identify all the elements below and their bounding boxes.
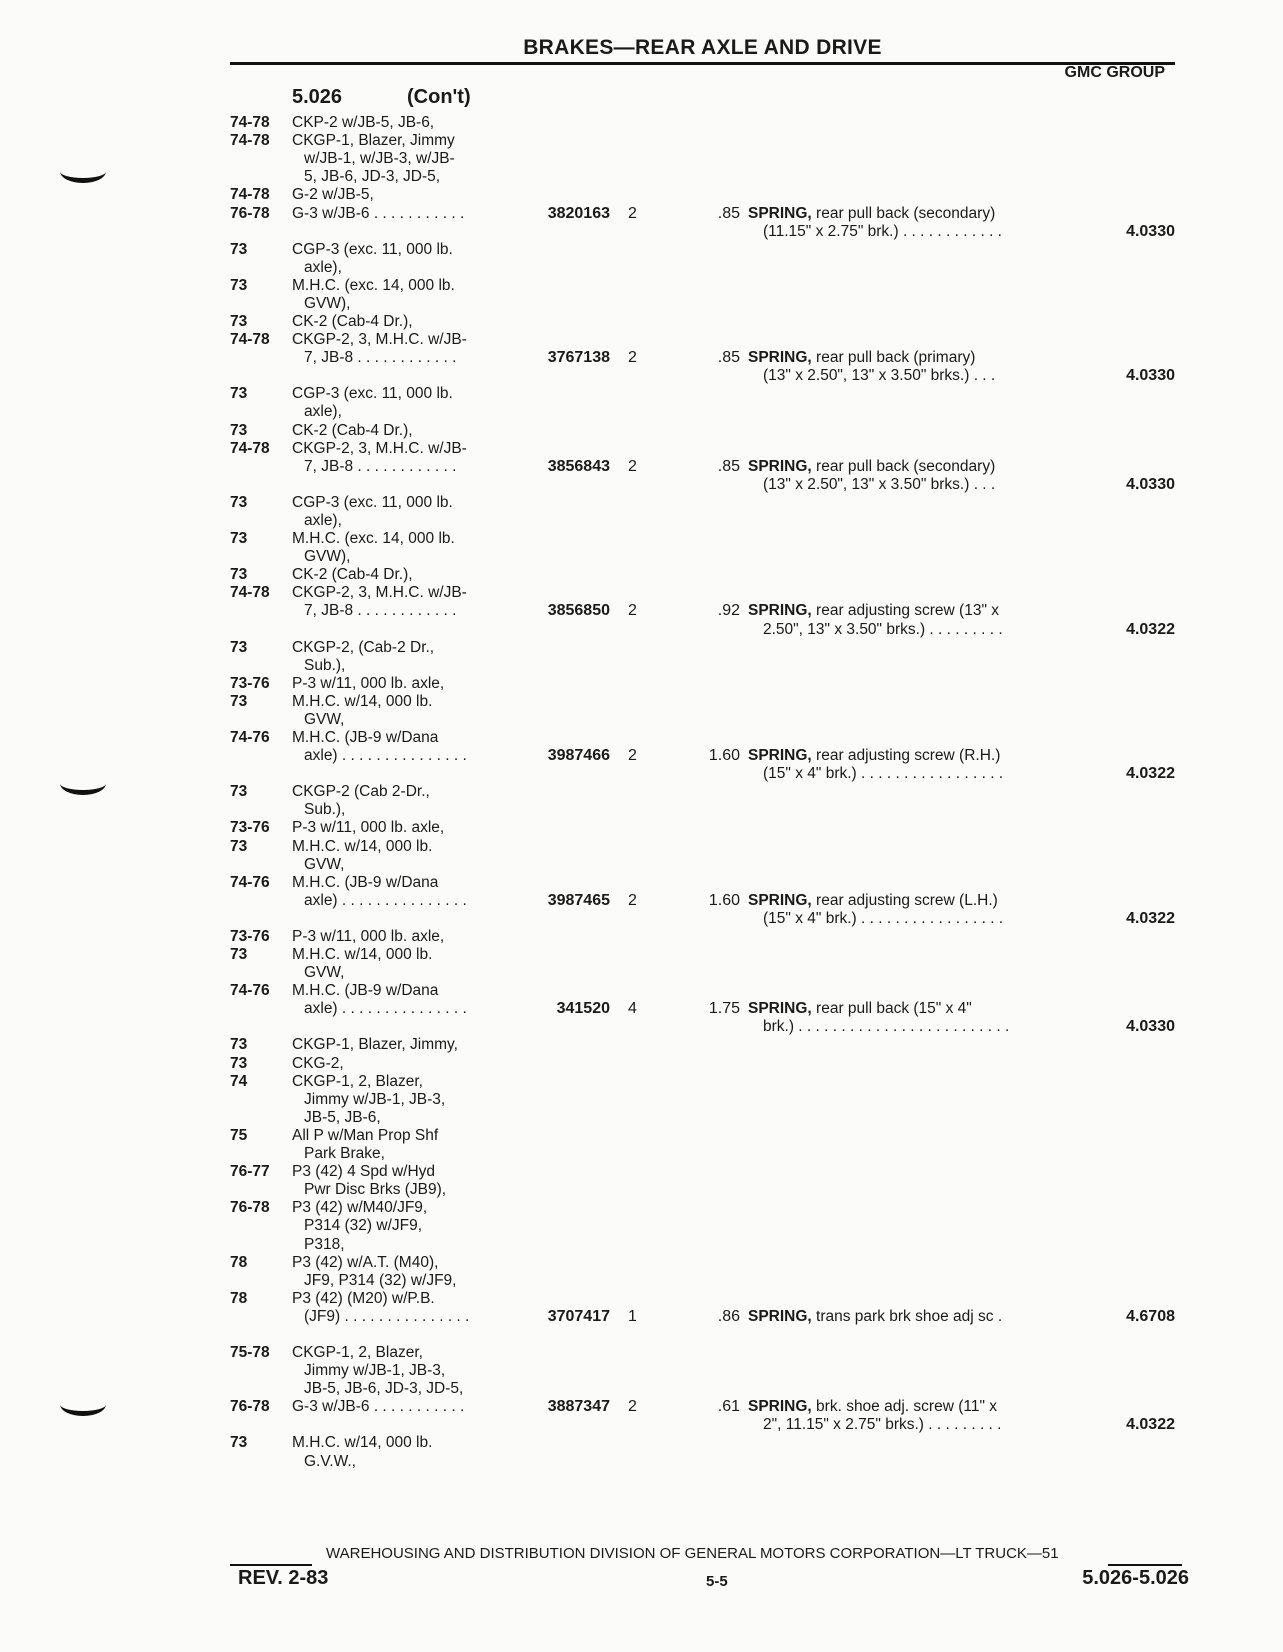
revision-label: REV. 2-83 [238,1567,329,1589]
application-years: 73 [230,276,248,294]
part-description-line2: (13" x 2.50", 13" x 3.50" brks.) . . . [763,475,996,493]
application-model: GVW), [304,294,351,312]
quantity: 2 [628,747,637,765]
application-model: CK-2 (Cab-4 Dr.), [292,313,413,330]
application-model: GVW, [304,855,345,873]
application-years: 73 [230,421,248,439]
application-model: axle), [304,258,342,276]
application-model: P318, [304,1235,345,1253]
application-model: GVW), [304,548,351,566]
part-description-text: rear pull back (secondary) [816,204,996,222]
application-model: JB-5, JB-6, JD-3, JD-5, [304,1380,464,1398]
binder-hole-mark [60,160,106,183]
footer-rule-right [1108,1564,1182,1566]
application-model: Sub.), [304,801,346,819]
application-years: 74-76 [230,982,270,1000]
application-model: JB-5, JB-6, [304,1108,381,1126]
part-description-text: rear adjusting screw (L.H.) [816,891,998,909]
application-years: 73 [230,946,248,963]
part-number: 3707417 [547,1307,610,1325]
quantity: 2 [628,891,637,909]
quantity: 2 [628,1398,637,1416]
group-number: 4.6708 [1126,1307,1175,1325]
part-name: SPRING, [748,1398,812,1416]
application-model: M.H.C. (JB-9 w/Dana [292,873,439,891]
part-description [748,892,998,910]
part-name: SPRING, [748,204,812,222]
application-years: 74-78 [230,114,270,131]
application-years: 74-76 [230,729,270,746]
application-years: 73 [230,837,248,855]
application-model: (JF9) . . . . . . . . . . . . . . . [304,1307,470,1325]
quantity: 2 [628,457,637,475]
application-model: P3 (42) w/A.T. (M40), [292,1253,439,1271]
application-model: GVW, [304,964,345,982]
application-model: CK-2 (Cab-4 Dr.), [292,421,413,439]
quantity: 1 [628,1307,637,1325]
page-title: BRAKES—REAR AXLE AND DRIVE [523,36,882,59]
section-range: 5.026-5.026 [1082,1567,1189,1589]
application-model: CGP-3 (exc. 11, 000 lb. [292,385,453,403]
application-years: 74-76 [230,873,270,891]
application-model: 7, JB-8 . . . . . . . . . . . . [304,457,457,475]
application-model: 7, JB-8 . . . . . . . . . . . . [304,349,457,367]
binder-hole-mark [60,1393,106,1416]
application-model: Jimmy w/JB-1, JB-3, [304,1090,446,1108]
unit-price: .85 [717,204,740,222]
application-model: w/JB-1, w/JB-3, w/JB- [304,150,455,168]
part-number: 3767138 [547,349,610,367]
part-name: SPRING, [748,457,812,475]
application-model: Sub.), [304,656,346,674]
unit-price: .86 [717,1307,740,1325]
application-model: Pwr Disc Brks (JB9), [304,1181,447,1199]
application-years: 73 [230,530,248,547]
part-description [748,205,995,223]
part-description-text: rear pull back (secondary) [816,457,996,475]
part-description-text: rear adjusting screw (13" x [816,602,1000,620]
group-label: GMC GROUP [1064,64,1165,81]
unit-price: .85 [717,349,740,367]
part-description-text: rear pull back (primary) [816,349,976,367]
application-years: 73 [230,638,248,656]
part-number: 3987466 [547,747,610,765]
application-years: 73 [230,240,248,258]
part-number: 3820163 [547,204,610,222]
application-years: 73 [230,493,248,511]
application-years: 76-78 [230,1398,270,1416]
application-model: P-3 w/11, 000 lb. axle, [292,927,445,945]
footer-rule-left [230,1564,312,1566]
application-model: 5, JB-6, JD-3, JD-5, [304,168,441,186]
part-number: 341520 [556,1000,610,1018]
group-number: 4.0322 [1126,620,1175,638]
part-name: SPRING, [748,747,812,765]
group-number: 4.0330 [1126,367,1175,385]
application-model: M.H.C. (exc. 14, 000 lb. [292,530,455,547]
application-model: CGP-3 (exc. 11, 000 lb. [292,240,453,258]
quantity: 2 [628,204,637,222]
group-number: 4.0322 [1126,909,1175,927]
part-name: SPRING, [748,349,812,367]
part-description [748,1398,997,1416]
application-model: axle), [304,511,342,529]
application-model: M.H.C. (JB-9 w/Dana [292,982,439,1000]
part-number: 3856850 [547,602,610,620]
unit-price: .61 [717,1398,740,1416]
part-number: 3887347 [547,1398,610,1416]
application-years: 76-78 [230,1199,270,1217]
application-model: G-3 w/JB-6 . . . . . . . . . . . [292,204,465,222]
application-model: M.H.C. w/14, 000 lb. [292,946,433,963]
part-description-line2: 2.50", 13" x 3.50" brks.) . . . . . . . . . [763,620,1003,638]
part-description-text: rear adjusting screw (R.H.) [816,747,1001,765]
application-model: axle) . . . . . . . . . . . . . . . [304,1000,467,1018]
part-name: SPRING, [748,602,812,620]
application-model: CKGP-1, 2, Blazer, [292,1344,423,1361]
part-description [748,747,1000,765]
application-model: Jimmy w/JB-1, JB-3, [304,1362,446,1380]
application-years: 73 [230,566,248,584]
application-model: P3 (42) w/M40/JF9, [292,1199,428,1217]
application-model: P3 (42) (M20) w/P.B. [292,1289,435,1307]
application-model: M.H.C. w/14, 000 lb. [292,692,433,710]
part-description-line2: (11.15" x 2.75" brk.) . . . . . . . . . . . . [763,222,1002,240]
unit-price: .85 [717,457,740,475]
application-model: CKP-2 w/JB-5, JB-6, [292,114,435,131]
application-model: All P w/Man Prop Shf [292,1126,439,1144]
application-years: 76-78 [230,204,270,222]
application-years: 73 [230,1036,248,1054]
application-years: 76-77 [230,1163,270,1181]
application-years: 74-78 [230,439,270,457]
part-description [748,458,995,476]
quantity: 2 [628,602,637,620]
part-description-line2: 2", 11.15" x 2.75" brks.) . . . . . . . . . [763,1416,1002,1434]
application-years: 73 [230,783,248,801]
part-number: 3856843 [547,457,610,475]
quantity: 2 [628,349,637,367]
part-description [748,1308,1002,1326]
application-years: 74-78 [230,132,270,150]
part-description-text: trans park brk shoe adj sc . [816,1307,1003,1325]
part-description-text: rear pull back (15" x 4" [816,1000,972,1018]
group-number: 4.0330 [1126,222,1175,240]
part-description-line2: (13" x 2.50", 13" x 3.50" brks.) . . . [763,367,996,385]
application-model: P-3 w/11, 000 lb. axle, [292,674,445,692]
application-years: 75 [230,1126,248,1144]
binder-hole-mark [60,772,106,795]
header-rule [230,62,1175,65]
application-model: axle) . . . . . . . . . . . . . . . [304,747,467,765]
part-description-line2: (15" x 4" brk.) . . . . . . . . . . . . . . . . . [763,765,1004,783]
application-model: CKG-2, [292,1054,344,1072]
application-years: 73-76 [230,674,270,692]
group-number: 4.0330 [1126,475,1175,493]
application-years: 73 [230,313,248,330]
quantity: 4 [628,1000,637,1018]
application-years: 75-78 [230,1344,270,1361]
application-model: CKGP-1, Blazer, Jimmy [292,132,455,150]
part-description-line2: (15" x 4" brk.) . . . . . . . . . . . . . . . . . [763,909,1004,927]
section-continued: (Con't) [407,86,471,108]
application-model: M.H.C. w/14, 000 lb. [292,837,433,855]
application-model: G.V.W., [304,1452,356,1470]
unit-price: 1.75 [708,1000,740,1018]
application-years: 78 [230,1253,248,1271]
application-model: Park Brake, [304,1145,385,1162]
application-years: 74-78 [230,186,270,204]
section-number: 5.026 [292,86,343,108]
unit-price: 1.60 [708,891,740,909]
application-years: 73-76 [230,819,270,837]
footer-text: WAREHOUSING AND DISTRIBUTION DIVISION OF GENERAL MOTORS CORPORATION—LT TRUCK—51 [326,1545,1059,1562]
application-years: 74-78 [230,584,270,602]
application-model: CGP-3 (exc. 11, 000 lb. [292,493,453,511]
application-years: 73 [230,692,248,710]
part-description-line2: brk.) . . . . . . . . . . . . . . . . . . . . . . . . . [763,1018,1010,1036]
application-model: CKGP-2, 3, M.H.C. w/JB- [292,584,467,602]
application-model: M.H.C. (JB-9 w/Dana [292,729,439,746]
unit-price: .92 [717,602,740,620]
application-model: CKGP-2 (Cab 2-Dr., [292,783,430,801]
part-description [748,602,999,620]
application-model: P314 (32) w/JF9, [304,1217,423,1235]
part-name: SPRING, [748,1307,812,1325]
application-model: M.H.C. w/14, 000 lb. [292,1434,433,1452]
application-years: 73 [230,1434,248,1452]
application-model: CKGP-1, Blazer, Jimmy, [292,1036,458,1054]
part-name: SPRING, [748,1000,812,1018]
application-model: axle) . . . . . . . . . . . . . . . [304,891,467,909]
application-model: CKGP-1, 2, Blazer, [292,1072,423,1090]
application-model: JF9, P314 (32) w/JF9, [304,1271,457,1289]
group-number: 4.0322 [1126,765,1175,783]
group-number: 4.0330 [1126,1018,1175,1036]
application-model: G-3 w/JB-6 . . . . . . . . . . . [292,1398,465,1416]
part-number: 3987465 [547,891,610,909]
application-model: 7, JB-8 . . . . . . . . . . . . [304,602,457,620]
part-description [748,1000,972,1018]
part-description [748,349,975,367]
application-model: CKGP-2, (Cab-2 Dr., [292,638,435,656]
application-model: P3 (42) 4 Spd w/Hyd [292,1163,436,1181]
group-number: 4.0322 [1126,1416,1175,1434]
application-model: G-2 w/JB-5, [292,186,374,204]
application-model: CKGP-2, 3, M.H.C. w/JB- [292,331,467,349]
application-years: 78 [230,1289,248,1307]
part-name: SPRING, [748,891,812,909]
part-description-text: brk. shoe adj. screw (11" x [816,1398,997,1416]
application-model: P-3 w/11, 000 lb. axle, [292,819,445,837]
application-years: 74 [230,1072,248,1090]
application-model: M.H.C. (exc. 14, 000 lb. [292,276,455,294]
application-years: 73 [230,1054,248,1072]
application-model: CK-2 (Cab-4 Dr.), [292,566,413,584]
application-model: CKGP-2, 3, M.H.C. w/JB- [292,439,467,457]
unit-price: 1.60 [708,747,740,765]
application-years: 74-78 [230,331,270,349]
application-years: 73-76 [230,927,270,945]
page-number: 5-5 [706,1573,728,1590]
application-years: 73 [230,385,248,403]
application-model: GVW, [304,710,345,728]
application-model: axle), [304,403,342,421]
